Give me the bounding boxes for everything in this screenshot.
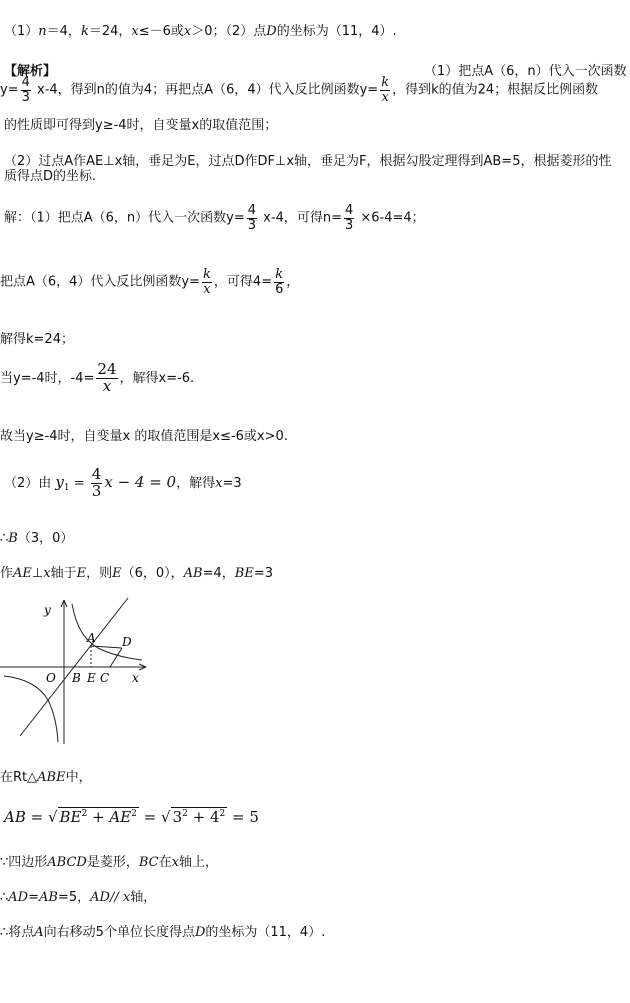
analysis-text: x-4，得到n的值为4；再把点A（6，4）代入反比例函数y= [32, 82, 379, 98]
solution-text: 中， [65, 770, 92, 785]
var-d: D [266, 24, 277, 39]
answer-n-value: ＝4， [46, 24, 81, 39]
equals-sign: = [138, 808, 161, 826]
solution-text: 把点A（6，4）代入反比例函数y= [0, 274, 201, 290]
solution-line-5: 故当y≥-4时，自变量x 的取值范围是x≤-6或x>0. [0, 429, 288, 444]
segment-ab: AB [39, 890, 58, 905]
fraction-24-x [96, 362, 117, 395]
solution-text: 是菱形， [86, 855, 139, 870]
solution-text: 轴， [130, 890, 157, 905]
fraction-denominator: 6 [275, 281, 284, 297]
solution-text: =5， [57, 890, 91, 905]
analysis-text: y= [0, 82, 19, 98]
solution-line-4 [0, 362, 194, 395]
fraction-denominator: 3 [344, 217, 354, 233]
equals-sign: = [69, 475, 89, 491]
therefore-symbol: ∴ [0, 531, 9, 546]
parallel-symbol: // [109, 890, 123, 905]
analysis-line-1: （1）把点A（6，n）代入一次函数 [424, 64, 627, 79]
solution-text: 在 [158, 855, 172, 870]
segment-be: BE [234, 566, 254, 581]
var-x: x [122, 890, 131, 905]
solution-text: ，则 [86, 566, 113, 581]
fraction-k-x [380, 76, 390, 104]
equation: x − 4 = 0 [104, 472, 177, 491]
solution-line-11 [0, 851, 218, 870]
fraction-denominator: 3 [247, 217, 257, 233]
sqrt-symbol: √ [161, 808, 171, 826]
answer-tail: 的坐标为（11，4）. [276, 24, 397, 39]
exponent: 2 [81, 809, 88, 819]
fraction-4-3 [344, 204, 354, 232]
term-4: + 4 [187, 808, 220, 826]
label-a: A [87, 631, 96, 645]
solution-text: 当y=-4时，-4= [0, 370, 95, 386]
var-x: x [43, 566, 51, 581]
label-o: O [46, 671, 56, 685]
analysis-line-5: 质得点D的坐标. [4, 169, 97, 184]
solution-text: 轴上， [178, 855, 218, 870]
pythagorean-equation [4, 808, 259, 826]
solution-line-13 [0, 921, 325, 940]
solution-text: 的坐标为（11，4）. [205, 925, 326, 940]
term-ae: AE [109, 808, 132, 826]
var-k: k [80, 24, 89, 39]
solution-text: ，解得 [176, 475, 216, 491]
var-n: n [38, 24, 47, 39]
analysis-header: 【解析】 [4, 64, 57, 79]
solution-text: =4， [202, 566, 235, 581]
var-y: y [55, 472, 64, 491]
fraction-4-3 [247, 204, 257, 232]
solution-text: ，可得4= [213, 274, 273, 290]
answer-range: ≤－6或 [138, 24, 184, 39]
therefore-symbol: ∴ [0, 890, 9, 905]
triangle-abe: ABE [37, 770, 66, 785]
equation-result: = 5 [227, 808, 259, 826]
solution-text: 解：（1）把点A（6，n）代入一次函数y= [4, 210, 245, 226]
fraction-k-x [202, 268, 212, 296]
solution-text: 向右移动5个单位长度得点 [43, 925, 195, 940]
point-b: B [8, 531, 18, 546]
exponent: 2 [131, 809, 137, 819]
segment-ad: AD [8, 890, 29, 905]
solution-text: （6，0）， [121, 566, 184, 581]
plus-sign: + [87, 808, 110, 826]
radicand-2 [171, 807, 228, 826]
var-x: x [183, 24, 192, 39]
solution-line-8 [0, 562, 273, 581]
therefore-text: ∴将点 [0, 925, 35, 940]
solution-text: =3 [222, 475, 242, 491]
solution-text: x-4，可得n= [259, 210, 342, 226]
solution-text: =3 [253, 566, 273, 581]
point-a: A [34, 925, 44, 940]
segment-bc: BC [138, 855, 159, 870]
fraction-denominator: x [381, 89, 389, 105]
solution-text: ， [286, 274, 300, 290]
analysis-line-4: （2）过点A作AE⊥x轴，垂足为E，过点D作DF⊥x轴，垂足为F，根据勾股定理得到AB=5，根据菱形的性 [4, 154, 612, 169]
term-3: 3 [172, 808, 183, 826]
var-x: x [171, 855, 179, 870]
term-be: BE [59, 808, 82, 826]
fraction-denominator: x [203, 281, 211, 297]
exponent: 2 [219, 809, 226, 819]
var-x: x [215, 475, 223, 491]
answer-part-label: （1） [4, 24, 39, 39]
subscript: 1 [63, 482, 70, 493]
analysis-line-2 [0, 76, 598, 104]
label-c: C [100, 671, 110, 685]
radicand-1 [58, 807, 139, 826]
solution-line-12 [0, 886, 156, 905]
solution-text: ⊥ [31, 566, 44, 581]
because-text: ∵四边形 [0, 855, 48, 870]
fraction-numerator: 4 [344, 203, 354, 218]
solution-line-2 [0, 268, 299, 296]
answer-line [4, 20, 397, 39]
fraction-denominator: x [102, 376, 112, 395]
fraction-numerator: 4 [247, 203, 257, 218]
fraction-4-3 [91, 467, 103, 500]
fraction-denominator: 3 [21, 89, 30, 105]
segment-ab: AB [183, 566, 203, 581]
fraction-numerator: k [203, 267, 211, 282]
answer-range-tail: ＞0；（2）点 [191, 24, 267, 39]
sqrt-symbol: √ [47, 808, 58, 826]
solution-text: （2）由 [4, 475, 56, 491]
fraction-numerator: k [381, 75, 390, 90]
point-e: E [112, 566, 122, 581]
solution-line-9 [0, 766, 92, 785]
solution-text: 作 [0, 566, 14, 581]
solution-text: 在Rt△ [0, 770, 38, 785]
fraction-numerator: 4 [91, 465, 102, 483]
segment-dc [110, 648, 122, 667]
quadrilateral-abcd: ABCD [47, 855, 87, 870]
hyperbola-branch-1 [72, 604, 142, 660]
solution-line-3: 解得k=24； [0, 332, 74, 347]
solution-line-6 [4, 467, 242, 500]
label-x: x [132, 671, 139, 685]
answer-k-value: ＝24， [88, 24, 132, 39]
exponent: 2 [182, 809, 188, 819]
fraction-denominator: 3 [91, 481, 102, 500]
fraction-4-3 [21, 76, 31, 104]
segment-ae: AE [13, 566, 32, 581]
hyperbola-branch-2 [4, 676, 58, 742]
solution-text: ×6-4=4； [356, 210, 425, 226]
fraction-k-6 [274, 268, 284, 296]
solution-line-1 [4, 204, 425, 232]
label-b: B [72, 671, 81, 685]
point-d: D [194, 925, 206, 940]
solution-text: （3，0） [17, 531, 74, 546]
point-e: E [76, 566, 87, 581]
equation-lhs: AB = [4, 808, 48, 826]
label-y: y [44, 603, 51, 617]
analysis-text: ，得到k的值为24；根据反比例函数 [392, 82, 599, 98]
fraction-numerator: 4 [21, 75, 30, 90]
fraction-numerator: k [275, 267, 284, 282]
coordinate-figure [0, 596, 150, 746]
solution-text: ，解得x=-6. [119, 370, 195, 386]
analysis-line-3: 的性质即可得到y≥-4时，自变量x的取值范围； [4, 118, 278, 133]
var-x: x [131, 24, 139, 39]
solution-text: = [28, 890, 39, 905]
segment-ad: AD [90, 890, 110, 905]
label-e: E [87, 671, 96, 685]
fraction-numerator: 24 [97, 360, 117, 378]
solution-text: 轴于 [50, 566, 77, 581]
label-d: D [122, 635, 132, 649]
solution-line-7 [0, 527, 73, 546]
